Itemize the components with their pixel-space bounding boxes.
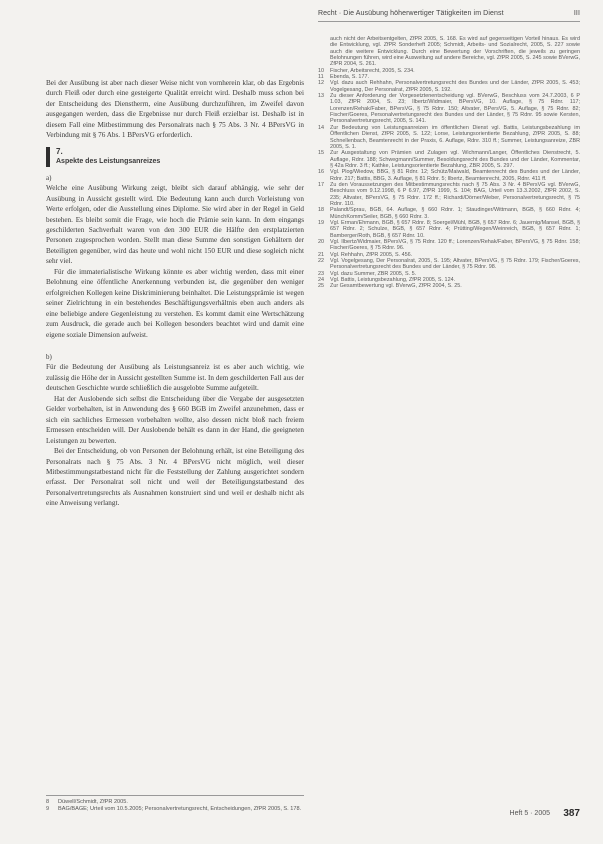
footnote-number: 22 — [318, 258, 325, 265]
footnote-text: Vgl. Plog/Wiedow, BBG, § 81 Rdnr. 12; Schütz/Maiwald, Beamtenrecht des Bundes und der Länder, Rdnr. 217; Battis, BBG, 3. Auflage, § 81 Rdnr. 5; Ilbertz, Beamtenrecht, 2005, Rdnr. 411 ff. — [330, 169, 580, 182]
section-heading — [46, 147, 304, 167]
running-header — [318, 10, 580, 17]
footnote-number: 21 — [318, 251, 325, 258]
issue-label: Heft 5 · 2005 — [509, 810, 550, 817]
running-title: Recht · Die Ausübung höherwertiger Tätigkeiten im Dienst — [318, 10, 504, 17]
footnote-continued: auch nicht der Arbeitsentgelten, ZfPR 2005, S. 168. Es wird auf gegenseitigen Vorteil hinaus. Es wird die Entwicklung, vgl. ZfPR Sonderheft 2005; Schmidt, Arbeits- und Sozialrecht, 2005, S. 227 sowie auch die weitere Entwicklung. Durch eine Bewertung der Vorschriften, die jeweils zu geringen Belohnungen führen, wird eine Ausweitung auf andere Bereiche, vgl. ZfPR 2005, S. 245 sowie BVerwG, ZfPR 2004, S. 261. — [330, 36, 580, 68]
footnote-number: 14 — [318, 124, 325, 131]
footnote-text: Zur Gesamtbewertung vgl. BVerwG, ZfPR 2004, S. 25. — [330, 283, 462, 290]
footnote — [318, 258, 580, 271]
left-column — [46, 78, 304, 509]
header-rule — [318, 21, 580, 22]
section-number: 7. — [56, 146, 63, 156]
section-title: Aspekte des Leistungsanreizes — [56, 157, 161, 165]
footnote-number: 10 — [318, 67, 325, 74]
footnote — [318, 207, 580, 220]
footnote — [318, 125, 580, 150]
footnote — [318, 150, 580, 169]
footnote — [318, 220, 580, 239]
body-paragraph: Für die immaterialistische Wirkung könnte es aber wichtig werden, dass mit einer Belohnung eine öffentliche Anerkennung verbunden ist, die gegenüber den weniger erfolgreichen Kollegen keine Diskriminierung beinhaltet. Die Leistungsprämie ist wegen seiner Zielrichtung in ein bestehendes Beschäftigungsverhältnis eben auch anders als eine beliebige andere Gegenleistung zu verstehen. Es kommt damit eine Wertschätzung zum Ausdruck, die gerade auch bei Kollegen besonders beachtet wird und damit eine eigene soziale Dimension aufweist. — [46, 267, 304, 339]
footnote-text: Palandt/Sprau, BGB, 64. Auflage, § 660 Rdnr. 1; Staudinger/Wittmann, BGB, § 660 Rdnr. 4; MünchKomm/Seiler, BGB, § 660 Rdnr. 3. — [330, 207, 580, 220]
footnote-text: Vgl. Ilbertz/Widmaier, BPersVG, § 75 Rdnr. 120 ff.; Lorenzen/Rehak/Faber, BPersVG, § 75 Rdnr. 158; Fischer/Goeres, § 75 Rdnr. 96. — [330, 239, 580, 252]
footnote-number: 17 — [318, 181, 325, 188]
intro-paragraph: Bei der Ausübung ist aber nach dieser Weise nicht von vornherein klar, ob das Ergebnis durch Fleiß oder durch eine gesteigerte Qualität erreicht wird. Deshalb muss schon bei der Entscheidung des Dienstherrn, eine Ausübung durchzuführen, im Zweifel davon ausgegangen werden, dass die Ergebnisse nur durch Fleiß erzielbar ist. Deshalb ist in diesem Fall eine Mitbestimmung des Personalrats nach § 75 Abs. 3 Nr. 4 BPersVG in Verbindung mit § 76 Abs. 1 BPersVG erforderlich. — [46, 79, 304, 140]
footnote-number: 23 — [318, 270, 325, 277]
footnote-number: 8 — [46, 799, 50, 805]
footnote-text: Zu den Voraussetzungen des Mitbestimmungsrechts nach § 75 Abs. 3 Nr. 4 BPersVG vgl. BVerwG, Beschluss vom 9.12.1998, 6 P 6.97, ZfPR 1999, S. 104; BAG, Urteil vom 13.3.2002, ZfPR 2002, S. 235; Altvater, BPersVG, § 75 Rdnr. 172 ff.; Richardi/Dörner/Weber, Personalvertretungsrecht, § 75 Rdnr. 110. — [330, 181, 580, 207]
body-paragraph: Bei der Entscheidung, ob von Personen der Belohnung erhält, ist eine Beteiligung des Personalrats nach § 75 Abs. 3 Nr. 4 BPersVG nicht möglich, weil dieser Mitbestimmungstatbestand nicht für die Feststellung der Zahlung ausgerichtet sondern erfasst. Der Personalrat soll nicht und weil der Beteiligungstatbestand des Personalvertretungsrechts als Ausnahmen konstruiert sind und weil er deshalb nicht als eine Anweisung verlangt. — [46, 447, 304, 508]
subsection-mark-a: a) — [46, 173, 52, 182]
body-paragraph: Hat der Auslobende sich selbst die Entscheidung über die Vergabe der ausgesetzten Gelder vorbehalten, ist in Anwendung des § 660 BGB im Zweifel anzunehmen, dass er sich ein sachliches Ermessen vorbehalten wollte, also dessen nicht bloß nach freiem Ermessen entscheiden will. Der Auslobende behält es dann in der Hand, die geeigneten Leistungen zu bewerten. — [46, 394, 304, 445]
footnote-number: 25 — [318, 283, 325, 290]
footnote-number: 16 — [318, 169, 325, 176]
footnote-number: 24 — [318, 277, 325, 284]
footnote: 8 Düwell/Schmidt, ZfPR 2005. — [46, 799, 128, 805]
footnote — [318, 80, 580, 93]
right-column-footnotes — [318, 36, 580, 290]
footnote-text: Vgl. dazu auch Rehhahn, Personalvertretungsrecht des Bundes und der Länder, ZfPR 2005, S. 453; Vogelgesang, Der Personalrat, ZfPR 2005, S. 192. — [330, 80, 580, 93]
footnote-number: 18 — [318, 207, 325, 214]
footnote-number: 12 — [318, 80, 325, 87]
page-number: 387 — [563, 808, 580, 819]
footnote-number: 19 — [318, 219, 325, 226]
footnote — [318, 93, 580, 125]
footnote — [318, 182, 580, 207]
footnote-text: Fischer, Arbeitsrecht, 2005, S. 234. — [330, 67, 415, 74]
left-footnotes — [46, 795, 304, 813]
body-paragraph: Für die Bedeutung der Ausübung als Leistungsanreiz ist es aber auch wichtig, wie zulässig die Höhe der in Aussicht gestellten Summe ist. In dem geschilderten Fall aus der deutschen Geschichte wurde schließlich die ausgelobte Summe aufgeteilt. — [46, 363, 304, 393]
footnote-text: Vgl. dazu Summer, ZBR 2005, S. 5. — [330, 270, 417, 277]
footnote-text: Ebenda, S. 177. — [330, 74, 369, 81]
footnote — [318, 239, 580, 252]
footnote — [318, 169, 580, 182]
footnote-text: Vgl. Erman/Ehmann, BGB, § 657 Rdnr. 8; Soergel/Mühl, BGB, § 657 Rdnr. 6; Jauernig/Mansel, BGB, § 657 Rdnr. 2; Schulze, BGB, § 657 Rdnr. 4; Prütting/Wegen/Weinreich, BGB, § 657 Rdnr. 1; Bamberger/Roth, BGB, § 657 Rdnr. 10. — [330, 219, 580, 239]
footnote-number: 13 — [318, 93, 325, 100]
footnote-text: Vgl. Vogelgesang, Der Personalrat, 2005, S. 195; Altvater, BPersVG, § 75 Rdnr. 179; Fischer/Goeres, Personalvertretungsrecht des Bundes und der Länder, § 75 Rdnr. 98. — [330, 258, 580, 271]
footnote: 9 BAG/BAGE; Urteil vom 10.5.2005; Personalvertretungsrecht, Entscheidungen, ZfPR 2005, S. 178. — [46, 805, 302, 812]
footnote — [318, 283, 580, 289]
footnote-number: 11 — [318, 74, 324, 81]
footnote-number: 15 — [318, 150, 325, 157]
footnote-text: Zur Ausgestaltung von Prämien und Zulagen vgl. Wichmann/Langer, Öffentliches Dienstrecht, 5. Auflage, Rdnr. 188; Schwegmann/Summer, Besoldungsrecht des Bundes und der Länder, Kommentar, § 42a Rdnr. 3 ff.; Kathke, Leistungsorientierte Bezahlung, ZBR 2005, S. 297. — [330, 150, 580, 169]
footnote-text: Zur Bedeutung von Leistungsanreizen im öffentlichen Dienst vgl. Battis, Leistungsbezahlung im Öffentlichen Dienst, ZfPR 2005, S. 122; Lorse, Leistungsorientierte Bezahlung, ZfPR 2005, S. 88; Schnellenbach, Beamtenrecht in der Praxis, 6. Auflage, Rdnr. 310 ff.; Summer, Leistungsanreize, ZBR 2005, S. 1. — [330, 124, 580, 150]
footnote-number: 20 — [318, 239, 325, 245]
header-page-marker: III — [573, 10, 580, 17]
body-paragraph: Welche eine Ausübung Wirkung zeigt, bleibt sich darauf abhängig, wie sehr der Ausübung in Aussicht gestellt wird. Die Bedeutung kann auch durch Vorleistung von Werte erfolgen, oder die Ausstellung eines Diplome. Sie wird aber in der Regel in Geld bestehen. Es bleibt somit die Frage, wie hoch die Prämie sein kann. In dem eingangs geschilderten Sachverhalt waren von den 300 EUR die Hälfte den erstplatzierten Personen zugesprochen worden. Stellt man diese Summe den sonstigen Gehältern der Beteiligten gegenüber, wird das heute und wohl nicht 150 EUR und diese sogleich nicht sehr viel. — [46, 184, 304, 266]
footnote-number: 9 — [46, 805, 50, 812]
footnote-text: Vgl. Rehhahn, ZfPR 2005, S. 456. — [330, 251, 413, 258]
footnote-text: Zu dieser Anforderung der Vorgesetztenentscheidung vgl. BVerwG, Beschluss vom 24.7.2003, 6 P 1.03, ZfPR 2004, S. 23; Ilbertz/Widmaier, BPersVG, 10. Auflage, § 75 Rdnr. 117; Lorenzen/Rehak/Faber, BPersVG, § 75 Rdnr. 150; Altvater, BPersVG, 5. Auflage, § 75 Rdnr. 82; Fischer/Goeres, Personalvertretungsrecht des Bundes und der Länder, § 75 Rdnr. 95 sowie Kersten, Personalvertretungsrecht, 2005, S. 141. — [330, 93, 580, 125]
footnote-list — [318, 68, 580, 290]
footnote-text: Vgl. Battis, Leistungsbezahlung, ZfPR 2005, S. 124. — [330, 277, 456, 284]
subsection-mark-b: b) — [46, 352, 52, 361]
